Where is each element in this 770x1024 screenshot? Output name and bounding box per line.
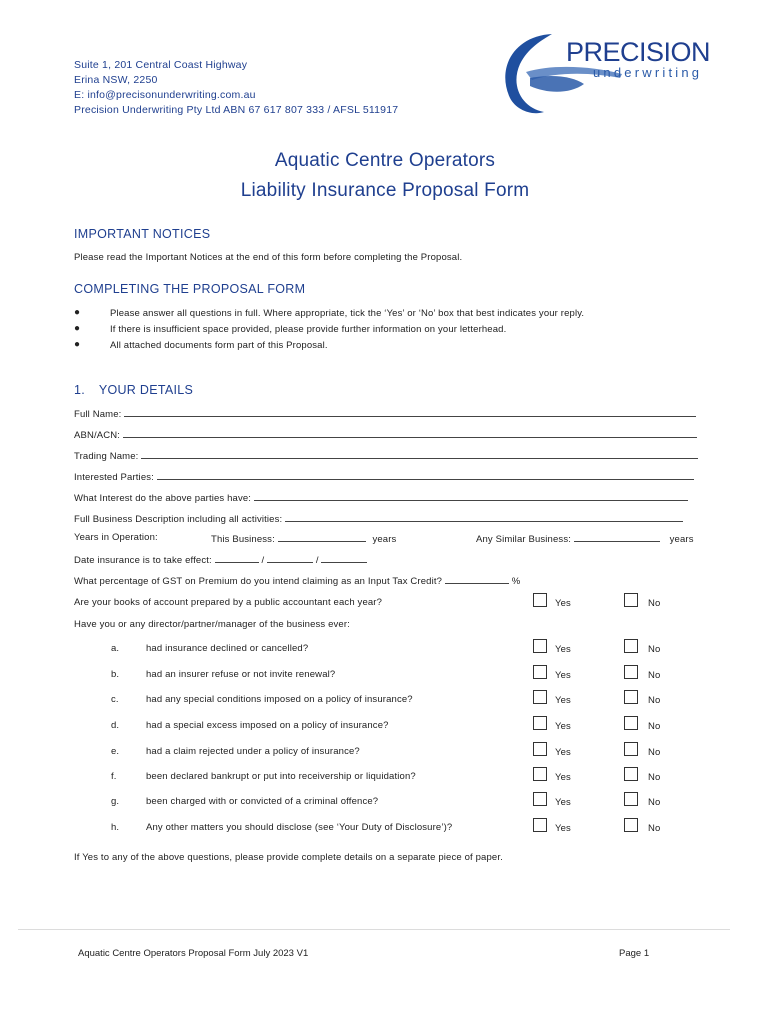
no-checkbox[interactable] bbox=[624, 593, 638, 607]
no-label: No bbox=[648, 598, 661, 609]
question-row-g bbox=[74, 792, 694, 810]
date-year-input[interactable] bbox=[321, 553, 367, 563]
ever-question-label: Have you or any director/partner/manager of the business ever: bbox=[74, 619, 350, 630]
question-text: had insurance declined or cancelled? bbox=[146, 643, 309, 654]
no-checkbox[interactable] bbox=[624, 742, 638, 756]
footer-form-version: Aquatic Centre Operators Proposal Form July 2023 V1 bbox=[78, 948, 309, 959]
yes-checkbox[interactable] bbox=[533, 716, 547, 730]
if-yes-instructions: If Yes to any of the above questions, please provide complete details on a separate piece of paper. bbox=[74, 852, 503, 863]
yes-checkbox[interactable] bbox=[533, 639, 547, 653]
no-label: No bbox=[648, 823, 661, 834]
yes-label: Yes bbox=[555, 670, 571, 681]
question-row-c bbox=[74, 690, 694, 708]
yes-label: Yes bbox=[555, 721, 571, 732]
question-row-b bbox=[74, 665, 694, 683]
date-separator: / bbox=[315, 555, 319, 566]
address-line-2: Erina NSW, 2250 bbox=[74, 74, 158, 86]
full-name-label: Full Name: bbox=[74, 409, 122, 420]
this-business-label: This Business: bbox=[211, 534, 275, 545]
yes-checkbox[interactable] bbox=[533, 593, 547, 607]
yes-label: Yes bbox=[555, 644, 571, 655]
books-question-text: Are your books of account prepared by a public accountant each year? bbox=[74, 597, 383, 608]
yes-checkbox[interactable] bbox=[533, 742, 547, 756]
question-row-h bbox=[74, 818, 694, 836]
address-email: E: info@precisonunderwriting.com.au bbox=[74, 89, 256, 101]
form-title-line-1: Aquatic Centre Operators bbox=[274, 150, 496, 171]
question-letter: g. bbox=[111, 796, 120, 807]
no-label: No bbox=[648, 670, 661, 681]
abn-field bbox=[74, 428, 697, 441]
no-label: No bbox=[648, 747, 661, 758]
interested-parties-label: Interested Parties: bbox=[74, 472, 154, 483]
question-letter: h. bbox=[111, 822, 120, 833]
yes-label: Yes bbox=[555, 695, 571, 706]
full-name-input-line[interactable] bbox=[124, 407, 696, 417]
yes-label: Yes bbox=[555, 598, 571, 609]
similar-business-label: Any Similar Business: bbox=[476, 534, 572, 545]
gst-label: What percentage of GST on Premium do you intend claiming as an Input Tax Credit? bbox=[74, 576, 443, 587]
footer-divider bbox=[18, 929, 730, 930]
yes-checkbox[interactable] bbox=[533, 665, 547, 679]
question-letter: a. bbox=[111, 643, 120, 654]
section-number: 1. bbox=[74, 383, 86, 397]
trading-name-label: Trading Name: bbox=[74, 451, 139, 462]
question-letter: e. bbox=[111, 746, 120, 757]
section-title: YOUR DETAILS bbox=[98, 383, 194, 397]
completing-form-heading: COMPLETING THE PROPOSAL FORM bbox=[74, 282, 306, 296]
business-description-field bbox=[74, 512, 683, 525]
no-checkbox[interactable] bbox=[624, 716, 638, 730]
books-question-row bbox=[74, 593, 694, 611]
this-business-field bbox=[211, 532, 396, 545]
bullet-icon: ● bbox=[74, 339, 81, 350]
gst-unit: % bbox=[511, 576, 521, 587]
question-text: been charged with or convicted of a criminal offence? bbox=[146, 796, 379, 807]
question-row-f bbox=[74, 767, 694, 785]
date-effect-field bbox=[74, 553, 367, 566]
no-label: No bbox=[648, 772, 661, 783]
question-text: been declared bankrupt or put into receivership or liquidation? bbox=[146, 771, 416, 782]
years-unit-2: years bbox=[669, 534, 694, 545]
yes-checkbox[interactable] bbox=[533, 690, 547, 704]
question-text: had a special excess imposed on a policy of insurance? bbox=[146, 720, 389, 731]
interest-field bbox=[74, 491, 688, 504]
bullet-icon: ● bbox=[74, 307, 81, 318]
your-details-heading bbox=[74, 383, 193, 397]
similar-business-years-input[interactable] bbox=[574, 532, 660, 542]
bullet-text: If there is insufficient space provided, please provide further information on your letterhead. bbox=[110, 324, 507, 335]
no-label: No bbox=[648, 721, 661, 732]
question-row-d bbox=[74, 716, 694, 734]
yes-checkbox[interactable] bbox=[533, 767, 547, 781]
date-month-input[interactable] bbox=[267, 553, 313, 563]
interest-input-line[interactable] bbox=[254, 491, 688, 501]
gst-field bbox=[74, 574, 520, 587]
question-row-a bbox=[74, 639, 694, 657]
no-label: No bbox=[648, 695, 661, 706]
footer-page-number: Page 1 bbox=[619, 948, 650, 959]
precision-logo bbox=[492, 28, 722, 120]
important-notices-text: Please read the Important Notices at the end of this form before completing the Proposal. bbox=[74, 252, 463, 263]
this-business-years-input[interactable] bbox=[278, 532, 366, 542]
abn-input-line[interactable] bbox=[123, 428, 697, 438]
question-letter: b. bbox=[111, 669, 120, 680]
important-notices-heading: IMPORTANT NOTICES bbox=[74, 227, 211, 241]
full-name-field bbox=[74, 407, 696, 420]
question-letter: c. bbox=[111, 694, 119, 705]
yes-label: Yes bbox=[555, 797, 571, 808]
abn-label: ABN/ACN: bbox=[74, 430, 121, 441]
question-row-e bbox=[74, 742, 694, 760]
yes-label: Yes bbox=[555, 823, 571, 834]
question-letter: f. bbox=[111, 771, 117, 782]
no-checkbox[interactable] bbox=[624, 818, 638, 832]
question-text: had a claim rejected under a policy of insurance? bbox=[146, 746, 360, 757]
question-letter: d. bbox=[111, 720, 120, 731]
interest-label: What Interest do the above parties have: bbox=[74, 493, 252, 504]
trading-name-input-line[interactable] bbox=[141, 449, 698, 459]
no-checkbox[interactable] bbox=[624, 690, 638, 704]
business-description-input-line[interactable] bbox=[285, 512, 683, 522]
yes-label: Yes bbox=[555, 747, 571, 758]
yes-label: Yes bbox=[555, 772, 571, 783]
question-text: Any other matters you should disclose (see ‘Your Duty of Disclosure’)? bbox=[146, 822, 453, 833]
question-text: had an insurer refuse or not invite renewal? bbox=[146, 669, 336, 680]
similar-business-field bbox=[476, 532, 694, 545]
bullet-text: Please answer all questions in full. Where appropriate, tick the ‘Yes’ or ‘No’ box that best indicates your reply. bbox=[110, 308, 585, 319]
form-title-line-2: Liability Insurance Proposal Form bbox=[240, 180, 530, 201]
yes-checkbox[interactable] bbox=[533, 818, 547, 832]
company-address bbox=[74, 58, 398, 118]
logo-figure bbox=[530, 76, 584, 92]
no-checkbox[interactable] bbox=[624, 639, 638, 653]
business-description-label: Full Business Description including all activities: bbox=[74, 514, 283, 525]
no-checkbox[interactable] bbox=[624, 792, 638, 806]
no-label: No bbox=[648, 644, 661, 655]
logo-word-underwriting: underwriting bbox=[593, 65, 703, 80]
bullet-text: All attached documents form part of this Proposal. bbox=[110, 340, 328, 351]
date-separator: / bbox=[261, 555, 265, 566]
interested-parties-input-line[interactable] bbox=[157, 470, 694, 480]
logo-word-precision: PRECISION bbox=[566, 37, 711, 67]
yes-checkbox[interactable] bbox=[533, 792, 547, 806]
question-text: had any special conditions imposed on a policy of insurance? bbox=[146, 694, 413, 705]
years-unit-1: years bbox=[372, 534, 397, 545]
trading-name-field bbox=[74, 449, 698, 462]
no-checkbox[interactable] bbox=[624, 767, 638, 781]
bullet-icon: ● bbox=[74, 323, 81, 334]
no-label: No bbox=[648, 797, 661, 808]
no-checkbox[interactable] bbox=[624, 665, 638, 679]
years-operation-label: Years in Operation: bbox=[74, 532, 158, 543]
address-abn: Precision Underwriting Pty Ltd ABN 67 617 807 333 / AFSL 511917 bbox=[74, 104, 399, 116]
interested-parties-field bbox=[74, 470, 694, 483]
gst-percentage-input[interactable] bbox=[445, 574, 509, 584]
address-line-1: Suite 1, 201 Central Coast Highway bbox=[74, 59, 248, 71]
date-effect-label: Date insurance is to take effect: bbox=[74, 555, 212, 566]
date-day-input[interactable] bbox=[215, 553, 259, 563]
